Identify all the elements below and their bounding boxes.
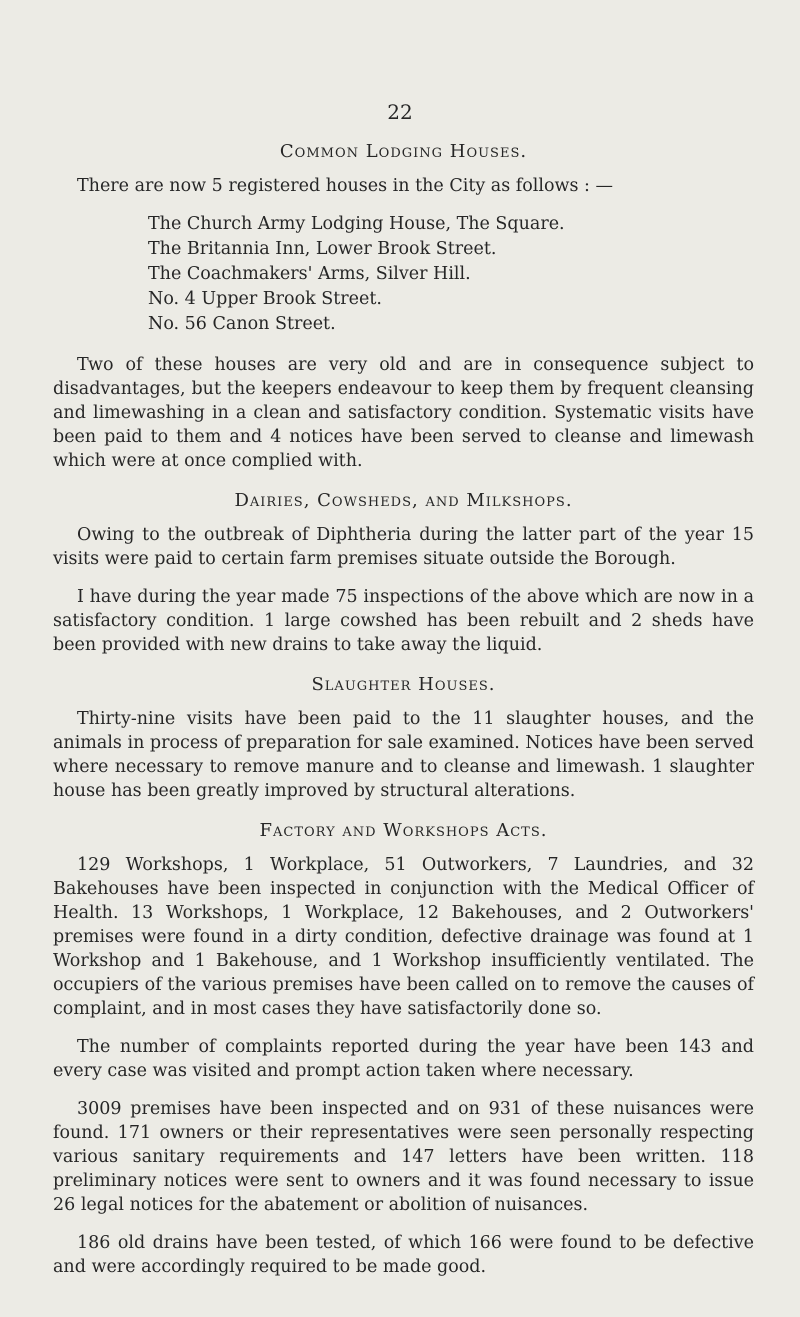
section-heading-dairies: Dairies, Cowsheds, and Milkshops. [234, 490, 573, 511]
section-heading-lodging-houses: Common Lodging Houses. [279, 141, 528, 162]
paragraph: Two of these houses are very old and are in consequence subject to disadvantages, but the keepers endeavour to keep them by frequent cleansing and limewashing in a clean and satisfactory condition. Systematic visits have been paid to them and 4 notices have been served to cleanse and limewash which were at once complied with. [53, 355, 754, 471]
paragraph: Owing to the outbreak of Diphtheria during the latter part of the year 15 visits were paid to certain farm premises situate outside the Borough. [53, 525, 754, 569]
paragraph: 3009 premises have been inspected and on 931 of these nuisances were found. 171 owners or their representatives were seen personally respecting various sanitary requirements and 147 letters have been written. 118 preliminary notices were sent to owners and it was found necessary to issue 26 legal notices for the abatement or abolition of nuisances. [53, 1099, 754, 1215]
section-heading-slaughter-houses: Slaughter Houses. [311, 674, 496, 695]
document-body [53, 140, 754, 1293]
paragraph: I have during the year made 75 inspections of the above which are now in a satisfactory condition. 1 large cowshed has been rebuilt and 2 sheds have been provided with new drains to take away the liquid. [53, 587, 754, 655]
lodging-houses-list [148, 212, 754, 337]
list-item: No. 4 Upper Brook Street. [148, 289, 382, 309]
page-number: 22 [387, 100, 413, 124]
paragraph: Thirty-nine visits have been paid to the 11 slaughter houses, and the animals in process of preparation for sale examined. Notices have been served where necessary to remove manure and to cleanse and limewash. 1 slaughter house has been greatly improved by structural alterations. [53, 709, 754, 801]
list-item: The Coachmakers' Arms, Silver Hill. [148, 264, 471, 284]
paragraph: 129 Workshops, 1 Workplace, 51 Outworkers, 7 Laundries, and 32 Bakehouses have been inspected in conjunction with the Medical Officer of Health. 13 Workshops, 1 Workplace, 12 Bakehouses, and 2 Outworkers' premises were found in a dirty condition, defective drainage was found at 1 Workshop and 1 Bakehouse, and 1 Workshop insufficiently ventilated. The occupiers of the various premises have been called on to remove the causes of complaint, and in most cases they have satisfactorily done so. [53, 855, 754, 1019]
paragraph: The number of complaints reported during the year have been 143 and every case was visited and prompt action taken where necessary. [53, 1037, 754, 1081]
section-heading-factory-workshops: Factory and Workshops Acts. [259, 820, 548, 841]
list-item: The Church Army Lodging House, The Square. [148, 214, 565, 234]
paragraph: 186 old drains have been tested, of which 166 were found to be defective and were accordingly required to be made good. [53, 1233, 754, 1277]
lodging-intro: There are now 5 registered houses in the City as follows : — [77, 176, 614, 196]
list-item: The Britannia Inn, Lower Brook Street. [148, 239, 497, 259]
list-item: No. 56 Canon Street. [148, 314, 336, 334]
